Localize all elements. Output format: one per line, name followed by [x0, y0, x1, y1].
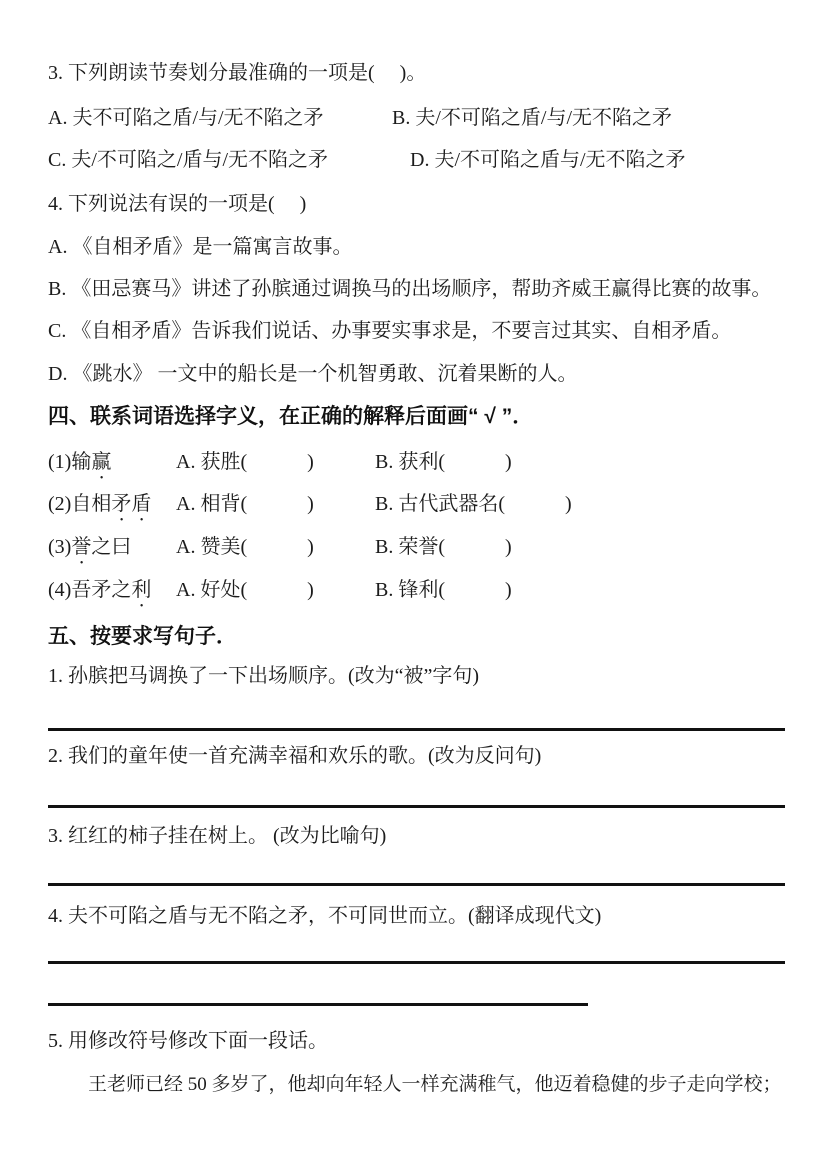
sec4-row4-option-b: B. 锋利( )	[375, 579, 512, 601]
sec5-sentence-2: 2. 我们的童年使一首充满幸福和欢乐的歌。(改为反问句)	[48, 745, 542, 767]
q3-option-d: D. 夫/不可陷之盾与/无不陷之矛	[410, 149, 686, 171]
section-5-heading: 五、按要求写句子．	[48, 625, 237, 648]
sec4-row2-emph: 矛盾	[111, 493, 152, 515]
sec4-row4-emph: 利	[131, 579, 152, 601]
sec5-sentence-3: 3. 红红的柿子挂在树上。 (改为比喻句)	[48, 825, 387, 847]
sec4-row3-option-a: A. 赞美( )	[176, 536, 314, 558]
sec5-sentence-5: 5. 用修改符号修改下面一段话。	[48, 1030, 328, 1052]
sec4-row1-option-b: B. 获利( )	[375, 451, 512, 473]
sec4-row4-pre: (4)吾矛之	[48, 579, 132, 601]
sec4-row3-pre: (3)	[48, 536, 72, 558]
answer-line-3	[48, 883, 785, 886]
answer-line-2	[48, 805, 785, 808]
sec5-edit-paragraph: 王老师已经 50 多岁了，他却向年轻人一样充满稚气，他迈着稳健的步子走向学校；	[88, 1074, 782, 1095]
answer-line-1	[48, 728, 785, 731]
sec5-sentence-4: 4. 夫不可陷之盾与无不陷之矛，不可同世而立。(翻译成现代文)	[48, 905, 602, 927]
sec4-row2-word	[48, 491, 151, 526]
question-4-stem: 4. 下列说法有误的一项是( )	[48, 193, 307, 215]
sec4-row1-word	[48, 449, 111, 484]
q4-option-c: C. 《自相矛盾》告诉我们说话、办事要实事求是，不要言过其实、自相矛盾。	[48, 320, 732, 342]
question-3-stem: 3. 下列朗读节奏划分最准确的一项是( )。	[48, 62, 427, 84]
section-4-heading: 四、联系词语选择字义，在正确的解释后面画“ √ ”．	[48, 405, 534, 428]
sec4-row1-option-a: A. 获胜( )	[176, 451, 314, 473]
sec4-row1-pre: (1)输	[48, 451, 92, 473]
sec5-sentence-1: 1. 孙膑把马调换了一下出场顺序。(改为“被”字句)	[48, 665, 480, 687]
sec4-row3-emph: 誉	[71, 536, 92, 558]
q4-option-b: B. 《田忌赛马》讲述了孙膑通过调换马的出场顺序，帮助齐威王赢得比赛的故事。	[48, 278, 772, 300]
q4-option-a: A. 《自相矛盾》是一篇寓言故事。	[48, 236, 353, 258]
sec4-row2-option-b: B. 古代武器名( )	[375, 493, 572, 515]
sec4-row3-word	[48, 534, 131, 569]
sec4-row4-option-a: A. 好处( )	[176, 579, 314, 601]
sec4-row1-emph: 赢	[91, 451, 112, 473]
sec4-row2-pre: (2)自相	[48, 493, 112, 515]
answer-line-5	[48, 1003, 588, 1006]
q4-option-d: D. 《跳水》 一文中的船长是一个机智勇敢、沉着果断的人。	[48, 363, 578, 385]
q3-option-a: A. 夫不可陷之盾/与/无不陷之矛	[48, 107, 324, 129]
sec4-row3-post: 之曰	[91, 536, 132, 558]
sec4-row4-word	[48, 577, 151, 612]
q3-option-c: C. 夫/不可陷之/盾与/无不陷之矛	[48, 149, 329, 171]
sec4-row3-option-b: B. 荣誉( )	[375, 536, 512, 558]
q3-option-b: B. 夫/不可陷之盾/与/无不陷之矛	[392, 107, 673, 129]
answer-line-4	[48, 961, 785, 964]
sec4-row2-option-a: A. 相背( )	[176, 493, 314, 515]
